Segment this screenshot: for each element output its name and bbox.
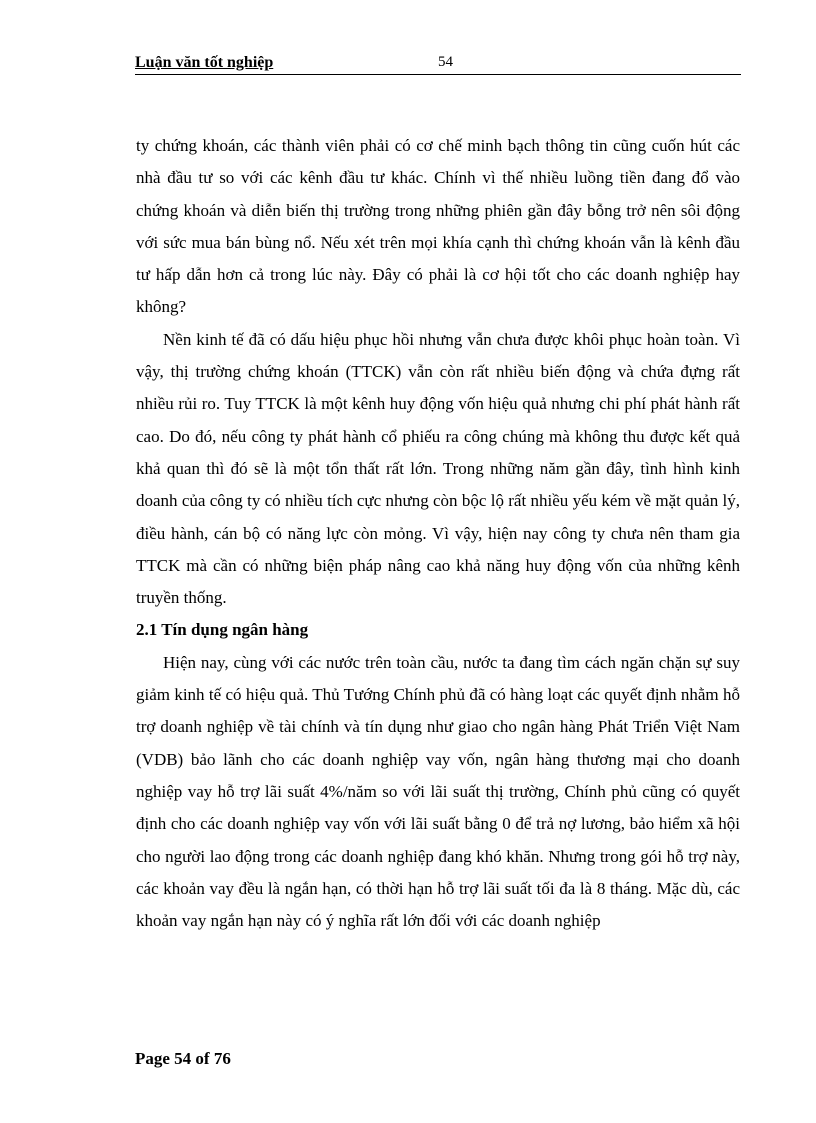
section-heading: 2.1 Tín dụng ngân hàng xyxy=(136,620,309,640)
header-page-number: 54 xyxy=(438,54,453,70)
header-title: Luận văn tốt nghiệp xyxy=(135,54,274,71)
document-body xyxy=(136,130,740,937)
paragraph-3: Hiện nay, cùng với các nước trên toàn cầu, nước ta đang tìm cách ngăn chặn sự suy giảm kinh tế có hiệu quả. Thủ Tướng Chính phủ đã có hàng loạt các quyết định nhằm hỗ trợ doanh nghiệp về tài chính và tín dụng như giao cho ngân hàng Phát Triển Việt Nam (VDB) bảo lãnh cho các doanh nghiệp vay vốn, ngân hàng thương mại cho doanh nghiệp vay hỗ trợ lãi suất 4%/năm so với lãi suất thị trường, Chính phủ cũng có quyết định cho các doanh nghiệp vay vốn với lãi suất bằng 0 để trả nợ lương, bảo hiểm xã hội cho người lao động trong các doanh nghiệp đang khó khăn. Nhưng trong gói hỗ trợ này, các khoản vay đều là ngắn hạn, có thời hạn hỗ trợ lãi suất tối đa là 8 tháng. Mặc dù, các khoản vay ngắn hạn này có ý nghĩa rất lớn đối với các doanh nghiệp xyxy=(136,652,740,931)
paragraph-2: Nền kinh tế đã có dấu hiệu phục hồi nhưng vẫn chưa được khôi phục hoàn toàn. Vì vậy, thị trường chứng khoán (TTCK) vẫn còn rất nhiều biến động và chứa đựng rất nhiều rủi ro. Tuy TTCK là một kênh huy động vốn hiệu quả nhưng chi phí phát hành rất cao. Do đó, nếu công ty phát hành cổ phiếu ra công chúng mà không thu được kết quả khả quan thì đó sẽ là một tổn thất rất lớn. Trong những năm gần đây, tình hình kinh doanh của công ty có nhiều tích cực nhưng còn bộc lộ rất nhiều yếu kém về mặt quản lý, điều hành, cán bộ có năng lực còn mỏng. Vì vậy, hiện nay công ty chưa nên tham gia TTCK mà cần có những biện pháp nâng cao khả năng huy động vốn của những kênh truyền thống. xyxy=(136,329,740,608)
page-footer: Page 54 of 76 xyxy=(135,1049,231,1068)
paragraph-1: ty chứng khoán, các thành viên phải có cơ chế minh bạch thông tin cũng cuốn hút các nhà đầu tư so với các kênh đầu tư khác. Chính vì thế nhiều luồng tiền đang đổ vào chứng khoán và diễn biến thị trường trong những phiên gần đây bỗng trở nên sôi động với sức mua bán bùng nổ. Nếu xét trên mọi khía cạnh thì chứng khoán vẫn là kênh đầu tư hấp dẫn hơn cả trong lúc này. Đây có phải là cơ hội tốt cho các doanh nghiệp hay không? xyxy=(136,136,740,317)
page-header xyxy=(135,52,741,75)
